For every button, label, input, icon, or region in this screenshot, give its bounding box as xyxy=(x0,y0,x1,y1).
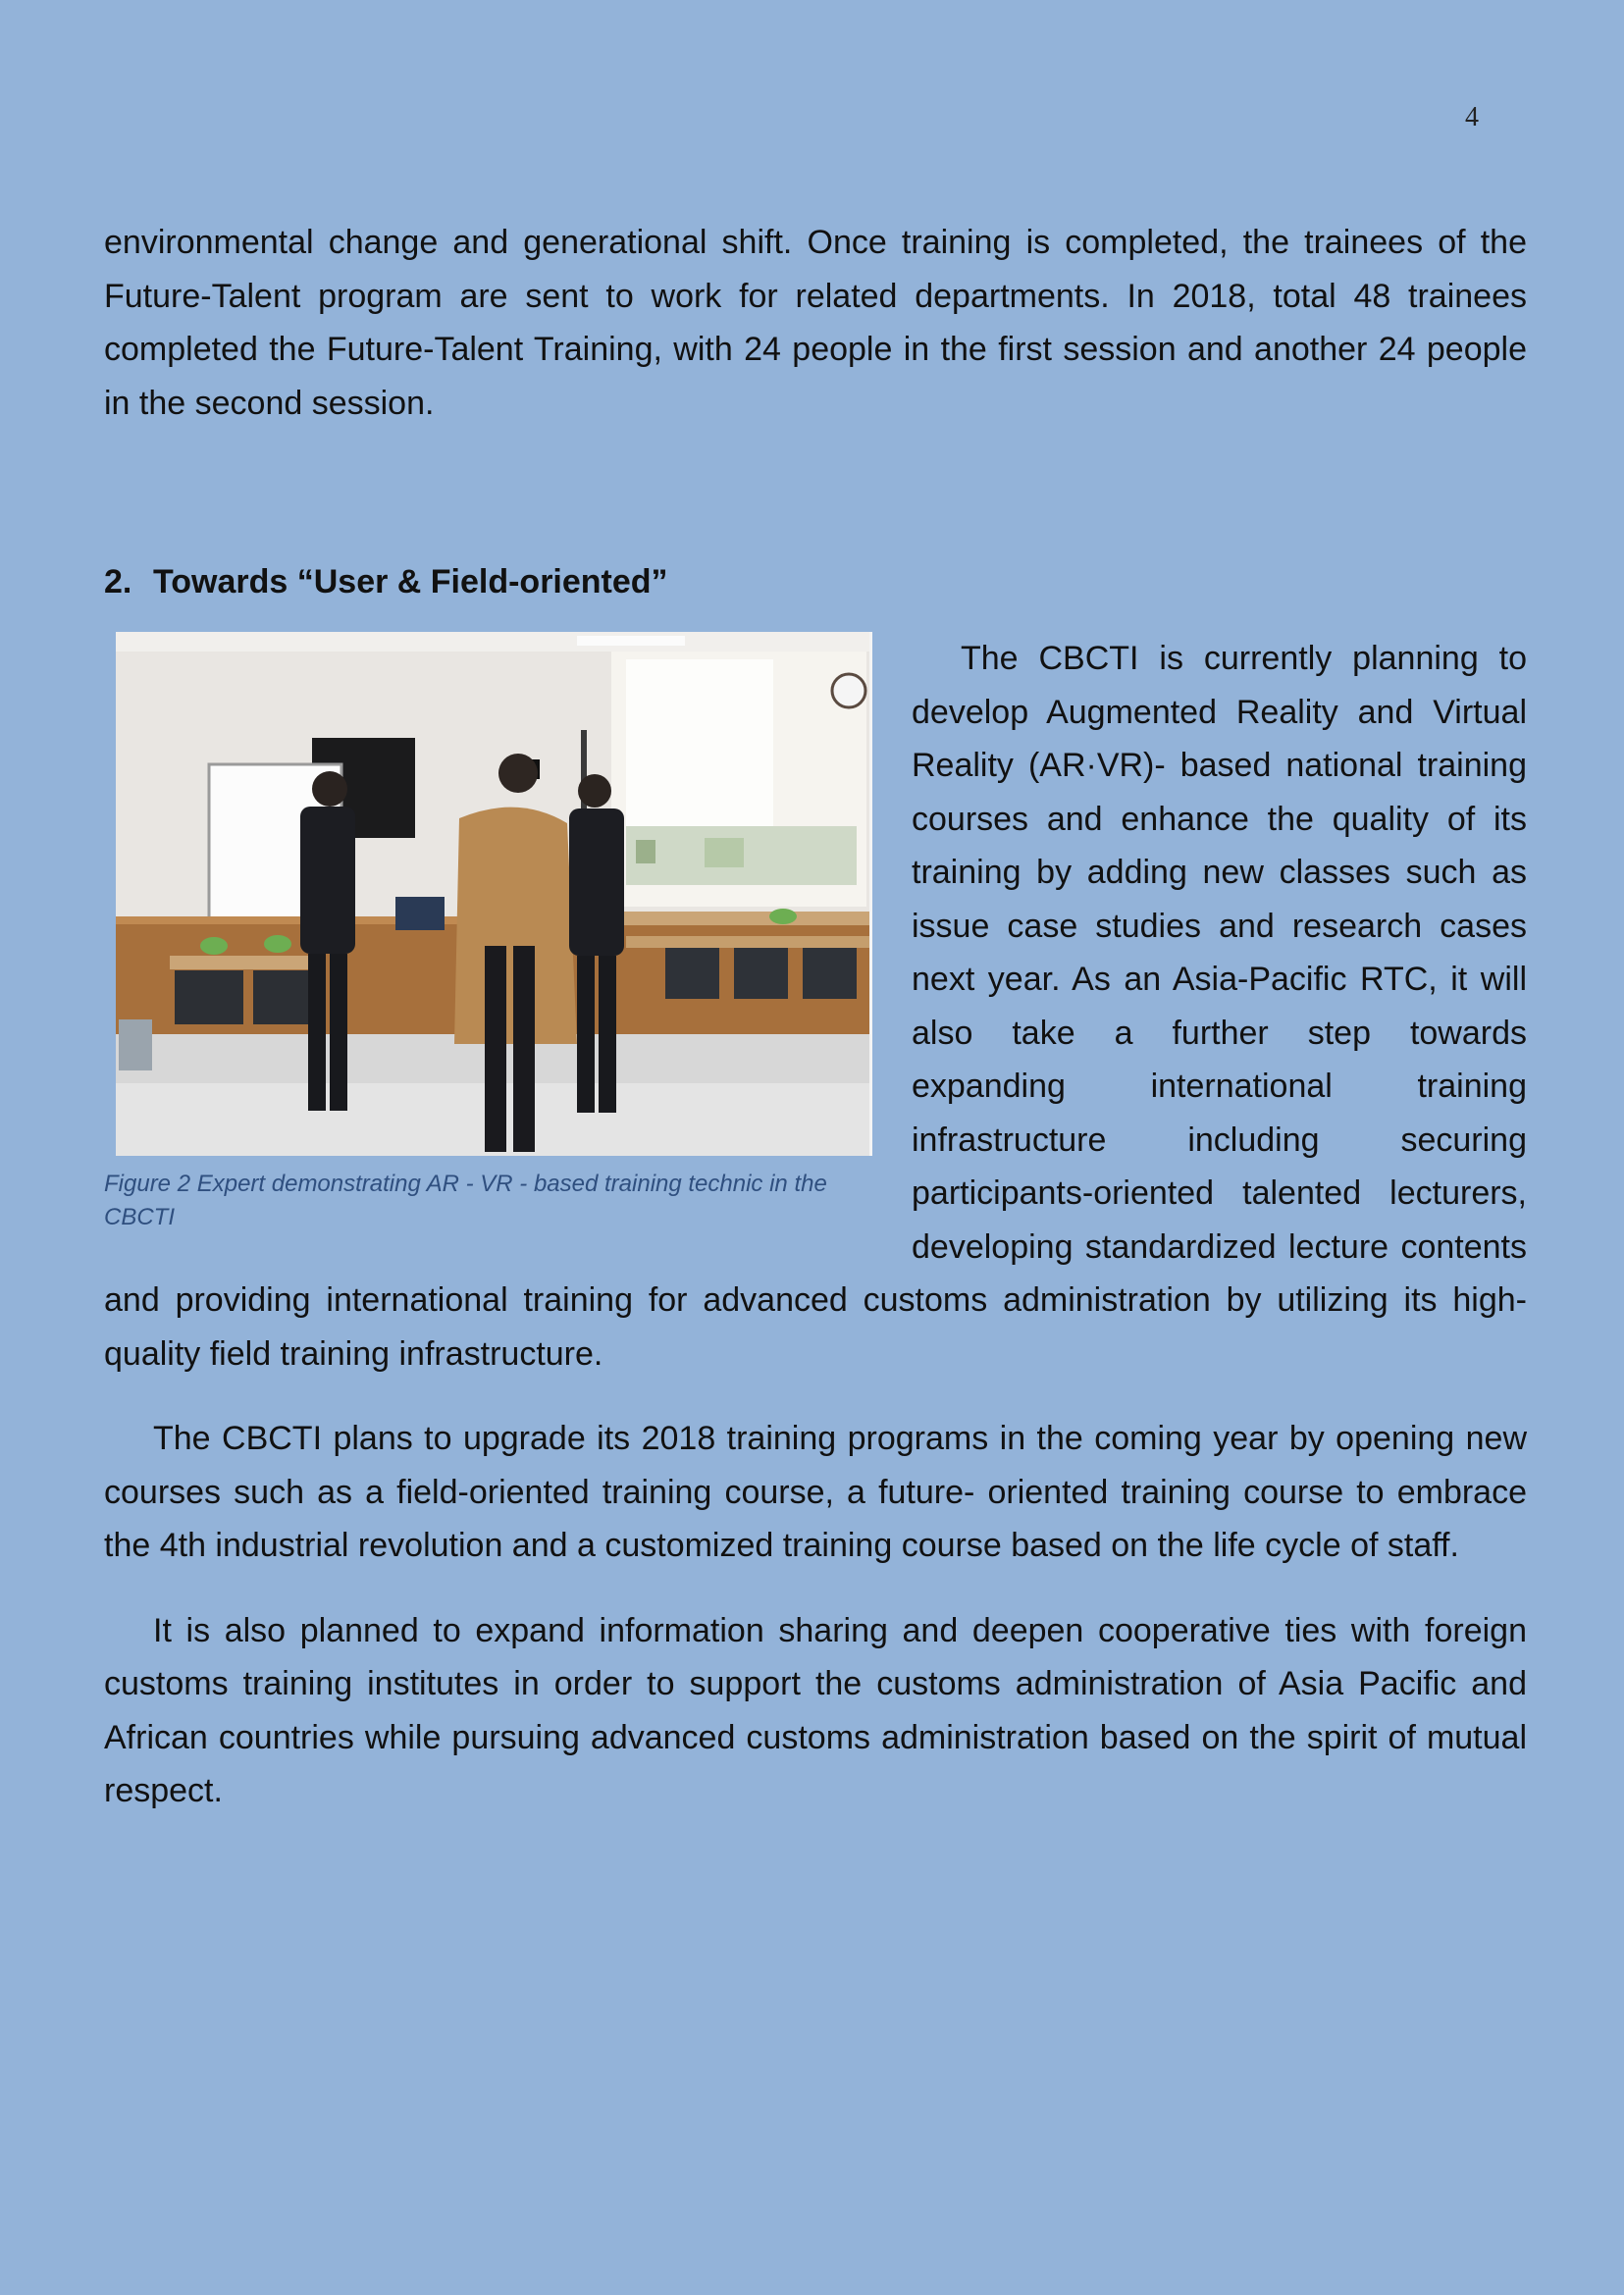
section2-paragraph-1: The CBCTI is currently planning to develop Augmented Reality and Virtual Reality (AR·VR)- based national training courses and enhance the quality of its training by adding new classes such as issue case studies and research cases next year. As an Asia-Pacific RTC, it will also take a further step towards expanding international training infrastructure including securing participants-oriented talented lecturers, developing standardized lecture contents and providing international training for advanced customs administration by utilizing its high-quality field training infrastructure. xyxy=(104,640,1527,1373)
section2-paragraph-3: It is also planned to expand information sharing and deepen cooperative ties with foreign customs training institutes in order to support the customs administration of Asia Pacific and African countries while pursuing advanced customs administration based on the spirit of mutual respect. xyxy=(104,1611,1527,1809)
section2-paragraph-2: The CBCTI plans to upgrade its 2018 training programs in the coming year by opening new courses such as a field-oriented training course, a future- oriented training course to embrace the 4th industrial revolution and a customized training course based on the life cycle of staff. xyxy=(104,1420,1527,1564)
intro-paragraph: environmental change and generational shift. Once training is completed, the trainees of the Future-Talent program are sent to work for related departments. In 2018, total 48 trainees completed the Future-Talent Training, with 24 people in the first session and another 24 people in the second session. xyxy=(104,224,1527,422)
figure-caption: Figure 2 Expert demonstrating AR - VR - based training technic in the CBCTI xyxy=(104,1171,827,1230)
page-number: 4 xyxy=(1465,102,1479,132)
section-title: Towards “User & Field-oriented” xyxy=(153,563,668,600)
training-photo xyxy=(116,632,872,1156)
section-heading xyxy=(104,555,1527,608)
section-number: 2. xyxy=(104,563,132,600)
document-body xyxy=(104,216,1527,1818)
figure-2 xyxy=(104,632,884,1234)
